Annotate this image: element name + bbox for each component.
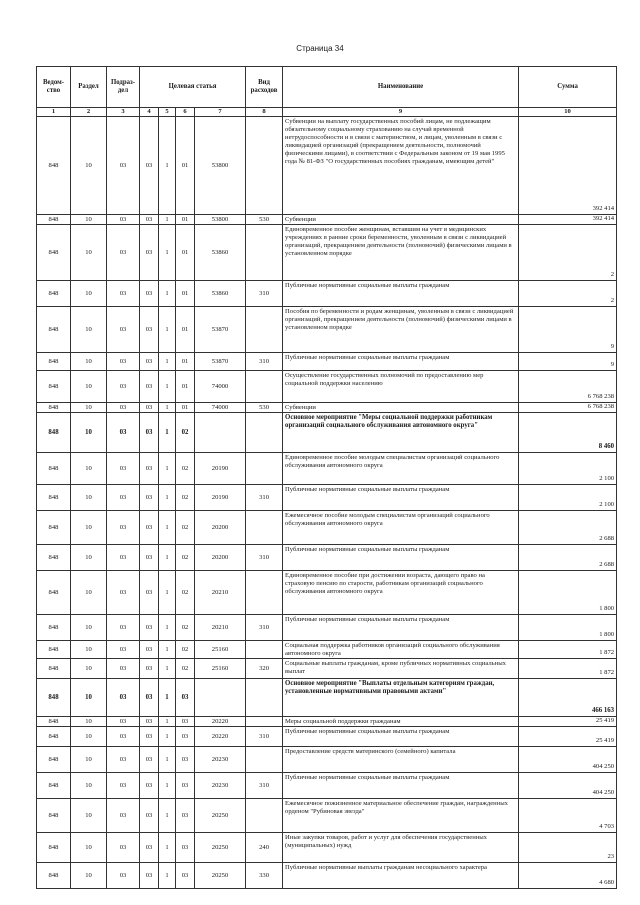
cell-target-3: 03 bbox=[176, 727, 195, 747]
cell-target-1: 03 bbox=[140, 545, 159, 571]
cell-podrazdel: 03 bbox=[107, 571, 140, 615]
cell-target-4: 20190 bbox=[195, 485, 246, 511]
cell-sum: 4 703 bbox=[519, 799, 617, 833]
cell-ved: 848 bbox=[37, 215, 71, 225]
cell-target-1: 03 bbox=[140, 371, 159, 403]
cell-ved: 848 bbox=[37, 281, 71, 307]
cell-target-3: 02 bbox=[176, 413, 195, 453]
cell-target-4: 53860 bbox=[195, 281, 246, 307]
cell-target-1: 03 bbox=[140, 307, 159, 353]
cell-name: Субвенции на выплату государственных пособий лицам, не подлежащим обязательному социальному страхованию на случай временной нетрудоспособности и в связи с материнством, и лицам, уволенным в связи с ликвидацией организаций (прекращением деятельности, полномочий физическими лицами), в соответствии с Федеральным законом от 19 мая 1995 года № 81-ФЗ "О государственных пособиях гражданам, имеющим детей" bbox=[283, 117, 519, 215]
cell-name: Основное мероприятие "Выплаты отдельным категориям граждан, установленные нормативными правовыми актами" bbox=[283, 679, 519, 717]
cell-target-3: 02 bbox=[176, 485, 195, 511]
column-number: 5 bbox=[159, 108, 176, 117]
table-row bbox=[37, 833, 617, 863]
column-number: 9 bbox=[283, 108, 519, 117]
cell-target-4: 53800 bbox=[195, 215, 246, 225]
cell-target-2: 1 bbox=[159, 371, 176, 403]
cell-podrazdel: 03 bbox=[107, 773, 140, 799]
cell-sum: 2 bbox=[519, 281, 617, 307]
cell-ved: 848 bbox=[37, 679, 71, 717]
cell-target-3: 03 bbox=[176, 799, 195, 833]
cell-target-2: 1 bbox=[159, 679, 176, 717]
cell-target-2: 1 bbox=[159, 747, 176, 773]
table-row bbox=[37, 659, 617, 679]
cell-razdel: 10 bbox=[71, 353, 107, 371]
cell-sum: 9 bbox=[519, 353, 617, 371]
header-sum: Сумма bbox=[519, 67, 617, 108]
cell-name: Ежемесячное пособие молодым специалистам организаций социального обслуживания автономного округа bbox=[283, 511, 519, 545]
header-row bbox=[37, 67, 617, 108]
cell-sum: 392 414 bbox=[519, 215, 617, 225]
cell-target-3: 02 bbox=[176, 545, 195, 571]
table-row bbox=[37, 747, 617, 773]
cell-target-4: 53860 bbox=[195, 225, 246, 281]
cell-name: Публичные нормативные социальные выплаты гражданам bbox=[283, 773, 519, 799]
cell-target-1: 03 bbox=[140, 747, 159, 773]
cell-name: Публичные нормативные социальные выплаты гражданам bbox=[283, 545, 519, 571]
cell-podrazdel: 03 bbox=[107, 485, 140, 511]
cell-sum: 392 414 bbox=[519, 117, 617, 215]
cell-razdel: 10 bbox=[71, 641, 107, 659]
column-number: 6 bbox=[176, 108, 195, 117]
cell-target-4: 20250 bbox=[195, 833, 246, 863]
cell-target-4: 20210 bbox=[195, 615, 246, 641]
cell-target-1: 03 bbox=[140, 659, 159, 679]
table-row bbox=[37, 403, 617, 413]
cell-vid bbox=[246, 571, 283, 615]
cell-razdel: 10 bbox=[71, 453, 107, 485]
cell-target-3: 02 bbox=[176, 615, 195, 641]
cell-vid: 310 bbox=[246, 281, 283, 307]
cell-target-3: 03 bbox=[176, 833, 195, 863]
cell-target-3: 02 bbox=[176, 511, 195, 545]
table-row bbox=[37, 371, 617, 403]
cell-name: Социальная поддержка работников организаций социального обслуживания автономного округа bbox=[283, 641, 519, 659]
cell-target-2: 1 bbox=[159, 717, 176, 727]
cell-ved: 848 bbox=[37, 353, 71, 371]
cell-target-4: 20230 bbox=[195, 773, 246, 799]
cell-name: Ежемесячное пожизненное материальное обеспечение граждан, награжденных орденом "Рубиновая звезда" bbox=[283, 799, 519, 833]
cell-target-2: 1 bbox=[159, 117, 176, 215]
cell-vid: 320 bbox=[246, 659, 283, 679]
cell-target-2: 1 bbox=[159, 215, 176, 225]
cell-target-3: 03 bbox=[176, 717, 195, 727]
column-number: 4 bbox=[140, 108, 159, 117]
cell-target-2: 1 bbox=[159, 615, 176, 641]
cell-sum: 25 419 bbox=[519, 727, 617, 747]
cell-target-2: 1 bbox=[159, 225, 176, 281]
header-podrazdel: Подраз-дел bbox=[107, 67, 140, 108]
cell-target-1: 03 bbox=[140, 353, 159, 371]
table-row bbox=[37, 641, 617, 659]
header-razdel: Раздел bbox=[71, 67, 107, 108]
cell-vid bbox=[246, 453, 283, 485]
table-row bbox=[37, 863, 617, 889]
cell-target-2: 1 bbox=[159, 727, 176, 747]
cell-razdel: 10 bbox=[71, 799, 107, 833]
cell-target-4: 20250 bbox=[195, 863, 246, 889]
cell-razdel: 10 bbox=[71, 773, 107, 799]
cell-vid: 310 bbox=[246, 727, 283, 747]
cell-target-4: 25160 bbox=[195, 641, 246, 659]
cell-target-3: 02 bbox=[176, 641, 195, 659]
table-row bbox=[37, 485, 617, 511]
cell-vid bbox=[246, 679, 283, 717]
cell-sum: 6 768 238 bbox=[519, 371, 617, 403]
cell-target-3: 01 bbox=[176, 307, 195, 353]
cell-razdel: 10 bbox=[71, 659, 107, 679]
cell-name: Единовременное пособие молодым специалистам организаций социального обслуживания автономного округа bbox=[283, 453, 519, 485]
cell-vid bbox=[246, 371, 283, 403]
cell-target-1: 03 bbox=[140, 679, 159, 717]
cell-ved: 848 bbox=[37, 117, 71, 215]
cell-sum: 8 460 bbox=[519, 413, 617, 453]
cell-razdel: 10 bbox=[71, 571, 107, 615]
cell-vid bbox=[246, 225, 283, 281]
cell-target-4: 20190 bbox=[195, 453, 246, 485]
cell-target-4: 53800 bbox=[195, 117, 246, 215]
cell-podrazdel: 03 bbox=[107, 863, 140, 889]
cell-podrazdel: 03 bbox=[107, 413, 140, 453]
table-row bbox=[37, 511, 617, 545]
column-number: 7 bbox=[195, 108, 246, 117]
cell-target-4 bbox=[195, 679, 246, 717]
table-row bbox=[37, 215, 617, 225]
table-row bbox=[37, 717, 617, 727]
cell-ved: 848 bbox=[37, 225, 71, 281]
cell-target-4: 74000 bbox=[195, 403, 246, 413]
cell-target-1: 03 bbox=[140, 717, 159, 727]
cell-sum: 1 872 bbox=[519, 641, 617, 659]
header-target-article: Целевая статья bbox=[140, 67, 246, 108]
cell-sum: 23 bbox=[519, 833, 617, 863]
table-row bbox=[37, 799, 617, 833]
cell-razdel: 10 bbox=[71, 215, 107, 225]
cell-target-2: 1 bbox=[159, 833, 176, 863]
cell-razdel: 10 bbox=[71, 615, 107, 641]
cell-podrazdel: 03 bbox=[107, 545, 140, 571]
table-row bbox=[37, 353, 617, 371]
cell-sum: 1 800 bbox=[519, 615, 617, 641]
table-body bbox=[37, 117, 617, 889]
cell-vid: 330 bbox=[246, 863, 283, 889]
cell-target-1: 03 bbox=[140, 511, 159, 545]
cell-vid: 310 bbox=[246, 485, 283, 511]
cell-target-1: 03 bbox=[140, 773, 159, 799]
cell-sum: 466 163 bbox=[519, 679, 617, 717]
cell-vid bbox=[246, 117, 283, 215]
cell-target-2: 1 bbox=[159, 281, 176, 307]
cell-vid: 530 bbox=[246, 215, 283, 225]
cell-target-1: 03 bbox=[140, 833, 159, 863]
cell-ved: 848 bbox=[37, 641, 71, 659]
cell-target-4 bbox=[195, 413, 246, 453]
cell-ved: 848 bbox=[37, 833, 71, 863]
cell-razdel: 10 bbox=[71, 281, 107, 307]
cell-podrazdel: 03 bbox=[107, 511, 140, 545]
cell-name: Публичные нормативные социальные выплаты гражданам bbox=[283, 281, 519, 307]
cell-vid bbox=[246, 641, 283, 659]
header-name: Наименование bbox=[283, 67, 519, 108]
cell-target-2: 1 bbox=[159, 571, 176, 615]
cell-name: Меры социальной поддержки гражданам bbox=[283, 717, 519, 727]
cell-ved: 848 bbox=[37, 747, 71, 773]
column-number: 10 bbox=[519, 108, 617, 117]
page-number: Страница 34 bbox=[296, 44, 344, 53]
cell-podrazdel: 03 bbox=[107, 679, 140, 717]
cell-target-3: 01 bbox=[176, 281, 195, 307]
cell-name: Субвенции bbox=[283, 403, 519, 413]
cell-target-2: 1 bbox=[159, 659, 176, 679]
cell-target-4: 20220 bbox=[195, 717, 246, 727]
cell-razdel: 10 bbox=[71, 371, 107, 403]
cell-target-2: 1 bbox=[159, 453, 176, 485]
cell-vid bbox=[246, 799, 283, 833]
cell-target-1: 03 bbox=[140, 453, 159, 485]
table-row bbox=[37, 571, 617, 615]
cell-podrazdel: 03 bbox=[107, 659, 140, 679]
cell-vid: 310 bbox=[246, 615, 283, 641]
column-number-row bbox=[37, 108, 617, 117]
cell-ved: 848 bbox=[37, 717, 71, 727]
cell-sum: 4 680 bbox=[519, 863, 617, 889]
cell-podrazdel: 03 bbox=[107, 717, 140, 727]
cell-target-2: 1 bbox=[159, 545, 176, 571]
cell-target-2: 1 bbox=[159, 353, 176, 371]
cell-vid bbox=[246, 413, 283, 453]
cell-ved: 848 bbox=[37, 615, 71, 641]
cell-name: Иные закупки товаров, работ и услуг для обеспечения государственных (муниципальных) нужд bbox=[283, 833, 519, 863]
cell-target-1: 03 bbox=[140, 117, 159, 215]
cell-target-3: 01 bbox=[176, 371, 195, 403]
cell-target-3: 01 bbox=[176, 117, 195, 215]
cell-razdel: 10 bbox=[71, 863, 107, 889]
table-row bbox=[37, 281, 617, 307]
cell-sum: 9 bbox=[519, 307, 617, 353]
cell-name: Публичные нормативные выплаты гражданам несоциального характера bbox=[283, 863, 519, 889]
cell-podrazdel: 03 bbox=[107, 353, 140, 371]
cell-sum: 404 250 bbox=[519, 747, 617, 773]
cell-name: Предоставление средств материнского (семейного) капитала bbox=[283, 747, 519, 773]
cell-target-4: 74000 bbox=[195, 371, 246, 403]
cell-razdel: 10 bbox=[71, 485, 107, 511]
cell-vid bbox=[246, 747, 283, 773]
cell-target-2: 1 bbox=[159, 863, 176, 889]
cell-sum: 1 800 bbox=[519, 571, 617, 615]
cell-target-1: 03 bbox=[140, 615, 159, 641]
column-number: 8 bbox=[246, 108, 283, 117]
cell-vid: 310 bbox=[246, 773, 283, 799]
cell-podrazdel: 03 bbox=[107, 117, 140, 215]
cell-podrazdel: 03 bbox=[107, 615, 140, 641]
cell-podrazdel: 03 bbox=[107, 215, 140, 225]
cell-ved: 848 bbox=[37, 799, 71, 833]
cell-target-1: 03 bbox=[140, 863, 159, 889]
cell-target-4: 20220 bbox=[195, 727, 246, 747]
cell-sum: 25 419 bbox=[519, 717, 617, 727]
cell-target-1: 03 bbox=[140, 571, 159, 615]
cell-target-2: 1 bbox=[159, 485, 176, 511]
cell-sum: 2 688 bbox=[519, 545, 617, 571]
cell-razdel: 10 bbox=[71, 307, 107, 353]
cell-name: Основное мероприятие "Меры социальной поддержки работникам организаций социального обслуживания автономного округа" bbox=[283, 413, 519, 453]
cell-podrazdel: 03 bbox=[107, 799, 140, 833]
cell-name: Публичные нормативные социальные выплаты гражданам bbox=[283, 727, 519, 747]
cell-target-2: 1 bbox=[159, 773, 176, 799]
cell-target-3: 03 bbox=[176, 863, 195, 889]
cell-vid bbox=[246, 717, 283, 727]
cell-target-1: 03 bbox=[140, 485, 159, 511]
table-row bbox=[37, 615, 617, 641]
table-row bbox=[37, 453, 617, 485]
cell-target-4: 20250 bbox=[195, 799, 246, 833]
cell-name: Единовременное пособие при достижении возраста, дающего право на страховую пенсию по старости, работникам организаций социального обслуживания автономного округа bbox=[283, 571, 519, 615]
cell-sum: 2 688 bbox=[519, 511, 617, 545]
cell-podrazdel: 03 bbox=[107, 833, 140, 863]
cell-ved: 848 bbox=[37, 453, 71, 485]
cell-target-4: 20200 bbox=[195, 511, 246, 545]
cell-target-3: 02 bbox=[176, 571, 195, 615]
cell-sum: 404 250 bbox=[519, 773, 617, 799]
cell-razdel: 10 bbox=[71, 717, 107, 727]
cell-razdel: 10 bbox=[71, 403, 107, 413]
cell-name: Единовременное пособие женщинам, вставшим на учет в медицинских учреждениях в ранние сроки беременности, уволенным в связи с ликвидацией организаций, прекращением деятельности (полномочий) физическими лицами в установленном порядке bbox=[283, 225, 519, 281]
cell-name: Пособия по беременности и родам женщинам, уволенным в связи с ликвидацией организаций, прекращением деятельности (полномочий) физическими лицами в установленном порядке bbox=[283, 307, 519, 353]
cell-name: Публичные нормативные социальные выплаты гражданам bbox=[283, 353, 519, 371]
cell-razdel: 10 bbox=[71, 727, 107, 747]
header-ved: Ведом-ство bbox=[37, 67, 71, 108]
cell-podrazdel: 03 bbox=[107, 727, 140, 747]
cell-ved: 848 bbox=[37, 727, 71, 747]
cell-razdel: 10 bbox=[71, 545, 107, 571]
cell-podrazdel: 03 bbox=[107, 747, 140, 773]
cell-razdel: 10 bbox=[71, 117, 107, 215]
cell-vid bbox=[246, 307, 283, 353]
cell-podrazdel: 03 bbox=[107, 307, 140, 353]
cell-sum: 2 bbox=[519, 225, 617, 281]
cell-target-1: 03 bbox=[140, 641, 159, 659]
cell-target-2: 1 bbox=[159, 511, 176, 545]
cell-podrazdel: 03 bbox=[107, 281, 140, 307]
cell-razdel: 10 bbox=[71, 679, 107, 717]
cell-target-1: 03 bbox=[140, 413, 159, 453]
cell-name: Субвенции bbox=[283, 215, 519, 225]
cell-ved: 848 bbox=[37, 307, 71, 353]
cell-ved: 848 bbox=[37, 485, 71, 511]
cell-target-1: 03 bbox=[140, 799, 159, 833]
cell-target-3: 03 bbox=[176, 679, 195, 717]
cell-target-1: 03 bbox=[140, 215, 159, 225]
table-row bbox=[37, 307, 617, 353]
cell-podrazdel: 03 bbox=[107, 403, 140, 413]
cell-target-3: 02 bbox=[176, 453, 195, 485]
cell-vid: 310 bbox=[246, 545, 283, 571]
cell-target-3: 01 bbox=[176, 225, 195, 281]
cell-ved: 848 bbox=[37, 545, 71, 571]
cell-target-1: 03 bbox=[140, 225, 159, 281]
cell-target-3: 01 bbox=[176, 353, 195, 371]
cell-sum: 2 100 bbox=[519, 485, 617, 511]
cell-target-4: 53870 bbox=[195, 307, 246, 353]
cell-sum: 1 872 bbox=[519, 659, 617, 679]
cell-vid: 310 bbox=[246, 353, 283, 371]
table-row bbox=[37, 545, 617, 571]
cell-podrazdel: 03 bbox=[107, 225, 140, 281]
cell-vid: 530 bbox=[246, 403, 283, 413]
table-row bbox=[37, 117, 617, 215]
cell-target-4: 53870 bbox=[195, 353, 246, 371]
cell-target-4: 25160 bbox=[195, 659, 246, 679]
column-number: 3 bbox=[107, 108, 140, 117]
cell-name: Социальные выплаты гражданам, кроме публичных нормативных социальных выплат bbox=[283, 659, 519, 679]
cell-target-2: 1 bbox=[159, 799, 176, 833]
cell-razdel: 10 bbox=[71, 747, 107, 773]
cell-ved: 848 bbox=[37, 773, 71, 799]
cell-ved: 848 bbox=[37, 371, 71, 403]
cell-ved: 848 bbox=[37, 659, 71, 679]
cell-ved: 848 bbox=[37, 511, 71, 545]
cell-target-2: 1 bbox=[159, 403, 176, 413]
cell-target-3: 02 bbox=[176, 659, 195, 679]
cell-ved: 848 bbox=[37, 863, 71, 889]
cell-target-2: 1 bbox=[159, 413, 176, 453]
cell-podrazdel: 03 bbox=[107, 371, 140, 403]
cell-razdel: 10 bbox=[71, 833, 107, 863]
column-number: 2 bbox=[71, 108, 107, 117]
table-row bbox=[37, 413, 617, 453]
column-number: 1 bbox=[37, 108, 71, 117]
cell-target-4: 20210 bbox=[195, 571, 246, 615]
cell-podrazdel: 03 bbox=[107, 453, 140, 485]
header-vid: Вид расходов bbox=[246, 67, 283, 108]
cell-ved: 848 bbox=[37, 571, 71, 615]
table-row bbox=[37, 727, 617, 747]
cell-target-3: 03 bbox=[176, 747, 195, 773]
table-row bbox=[37, 773, 617, 799]
cell-target-1: 03 bbox=[140, 727, 159, 747]
cell-name: Публичные нормативные социальные выплаты гражданам bbox=[283, 615, 519, 641]
cell-razdel: 10 bbox=[71, 413, 107, 453]
cell-vid bbox=[246, 511, 283, 545]
cell-target-4: 20230 bbox=[195, 747, 246, 773]
cell-sum: 6 768 238 bbox=[519, 403, 617, 413]
cell-target-3: 01 bbox=[176, 403, 195, 413]
cell-target-1: 03 bbox=[140, 281, 159, 307]
cell-razdel: 10 bbox=[71, 225, 107, 281]
cell-target-3: 03 bbox=[176, 773, 195, 799]
table-row bbox=[37, 679, 617, 717]
cell-target-2: 1 bbox=[159, 307, 176, 353]
cell-ved: 848 bbox=[37, 413, 71, 453]
cell-podrazdel: 03 bbox=[107, 641, 140, 659]
cell-ved: 848 bbox=[37, 403, 71, 413]
cell-target-2: 1 bbox=[159, 641, 176, 659]
cell-name: Осуществление государственных полномочий по предоставлению мер социальной поддержки населению bbox=[283, 371, 519, 403]
budget-table bbox=[36, 66, 617, 889]
cell-target-3: 01 bbox=[176, 215, 195, 225]
cell-target-4: 20200 bbox=[195, 545, 246, 571]
cell-razdel: 10 bbox=[71, 511, 107, 545]
table-row bbox=[37, 225, 617, 281]
cell-name: Публичные нормативные социальные выплаты гражданам bbox=[283, 485, 519, 511]
cell-sum: 2 100 bbox=[519, 453, 617, 485]
budget-table-container bbox=[36, 66, 616, 889]
cell-vid: 240 bbox=[246, 833, 283, 863]
cell-target-1: 03 bbox=[140, 403, 159, 413]
